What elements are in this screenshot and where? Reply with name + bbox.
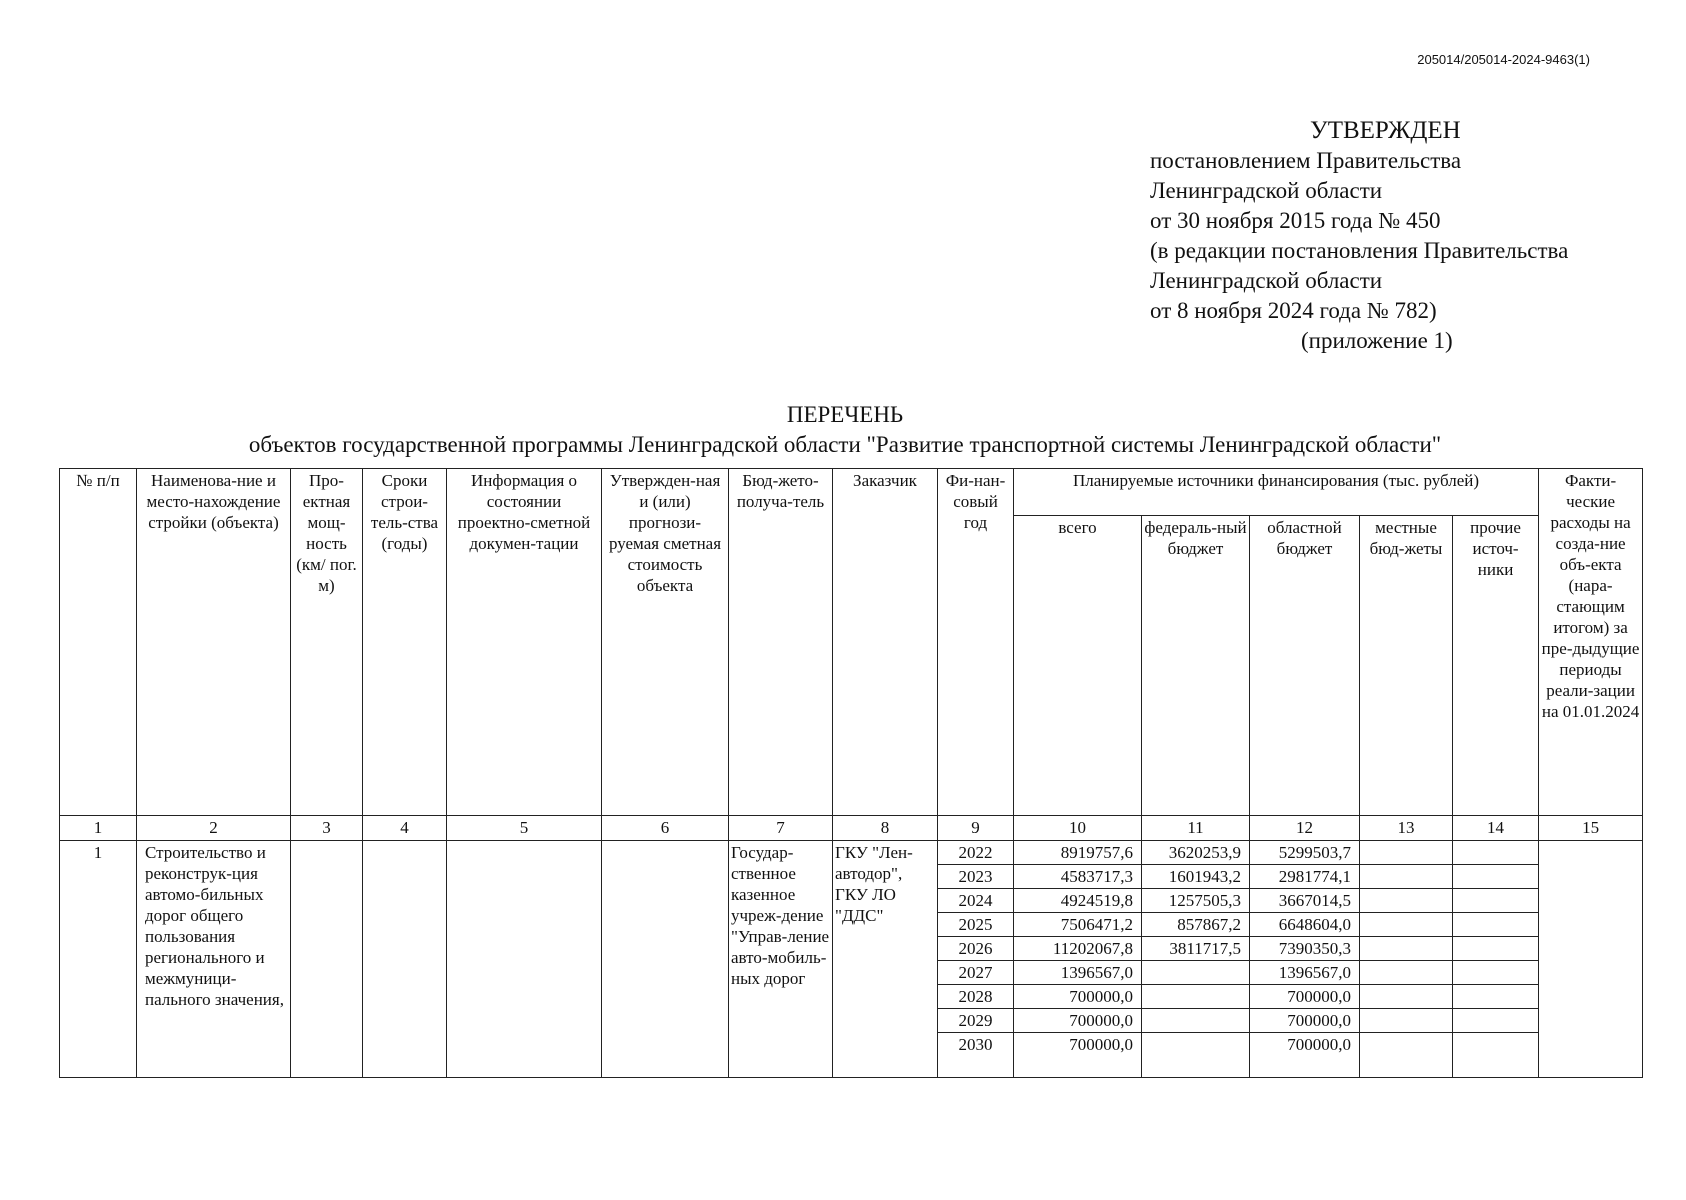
federal-cell [1142, 985, 1250, 1009]
regional-cell: 7390350,3 [1250, 937, 1360, 961]
approval-heading: УТВЕРЖДЕН [1310, 117, 1461, 144]
regional-cell: 1396567,0 [1250, 961, 1360, 985]
federal-cell: 3620253,9 [1142, 841, 1250, 865]
column-number: 10 [1014, 816, 1142, 841]
column-number: 7 [729, 816, 833, 841]
year-cell: 2030 [938, 1033, 1014, 1078]
row-capacity [291, 841, 363, 1078]
other-cell [1453, 913, 1539, 937]
total-cell: 8919757,6 [1014, 841, 1142, 865]
other-cell [1453, 985, 1539, 1009]
row-customer: ГКУ "Лен-автодор", ГКУ ЛО "ДДС" [833, 841, 938, 1078]
total-cell: 4583717,3 [1014, 865, 1142, 889]
total-cell: 11202067,8 [1014, 937, 1142, 961]
total-cell: 700000,0 [1014, 1033, 1142, 1078]
federal-cell: 1601943,2 [1142, 865, 1250, 889]
column-number: 13 [1360, 816, 1453, 841]
column-number: 3 [291, 816, 363, 841]
regional-cell: 5299503,7 [1250, 841, 1360, 865]
other-cell [1453, 937, 1539, 961]
local-cell [1360, 913, 1453, 937]
column-number: 6 [602, 816, 729, 841]
document-title [50, 400, 1640, 460]
approval-line: от 8 ноября 2024 года № 782) [1150, 298, 1437, 323]
total-cell: 1396567,0 [1014, 961, 1142, 985]
year-cell: 2027 [938, 961, 1014, 985]
row-recipient: Государ-ственное казенное учреж-дение "Управ-ление авто-мобиль-ных дорог [729, 841, 833, 1078]
federal-cell [1142, 961, 1250, 985]
approval-line: Ленинградской области [1150, 268, 1383, 293]
header-local: местные бюд-жеты [1360, 516, 1453, 816]
other-cell [1453, 1033, 1539, 1078]
federal-cell [1142, 1009, 1250, 1033]
column-number: 4 [363, 816, 447, 841]
header-funding-group: Планируемые источники финансирования (тыс. рублей) [1014, 469, 1539, 516]
header-other: прочие источ-ники [1453, 516, 1539, 816]
column-number: 8 [833, 816, 938, 841]
column-number: 11 [1142, 816, 1250, 841]
other-cell [1453, 865, 1539, 889]
column-number: 9 [938, 816, 1014, 841]
table-row [60, 841, 1643, 865]
local-cell [1360, 889, 1453, 913]
year-cell: 2029 [938, 1009, 1014, 1033]
federal-cell [1142, 1033, 1250, 1078]
header-total: всего [1014, 516, 1142, 816]
year-cell: 2028 [938, 985, 1014, 1009]
row-terms [363, 841, 447, 1078]
local-cell [1360, 865, 1453, 889]
local-cell [1360, 937, 1453, 961]
title-subtitle: объектов государственной программы Ленинградской области "Развитие транспортной системы Ленинградской области" [248, 432, 1442, 457]
row-actual-expenses [1539, 841, 1643, 1078]
column-number: 1 [60, 816, 137, 841]
header-docs-info: Информация о состоянии проектно-сметной докумен-тации [447, 469, 602, 816]
other-cell [1453, 1009, 1539, 1033]
row-docs-info [447, 841, 602, 1078]
total-cell: 700000,0 [1014, 1009, 1142, 1033]
year-cell: 2025 [938, 913, 1014, 937]
column-number: 14 [1453, 816, 1539, 841]
column-numbers-row [60, 816, 1643, 841]
header-row [60, 469, 1643, 516]
header-actual-expenses: Факти-ческие расходы на созда-ние объ-екта (нара-стающим итогом) за пре-дыдущие периоды реали-зации на 01.01.2024 [1539, 469, 1643, 816]
row-cost [602, 841, 729, 1078]
approval-block [1150, 116, 1630, 356]
header-federal: федераль-ный бюджет [1142, 516, 1250, 816]
other-cell [1453, 961, 1539, 985]
local-cell [1360, 841, 1453, 865]
title-heading: ПЕРЕЧЕНЬ [786, 402, 904, 427]
approval-appendix: (приложение 1) [1301, 328, 1453, 353]
header-customer: Заказчик [833, 469, 938, 816]
federal-cell: 857867,2 [1142, 913, 1250, 937]
total-cell: 4924519,8 [1014, 889, 1142, 913]
approval-line: Ленинградской области [1150, 178, 1383, 203]
regional-cell: 700000,0 [1250, 1009, 1360, 1033]
row-object-name: Строительство и реконструк-ция автомо-бильных дорог общего пользования регионального и межмуници-пального значения, [137, 841, 291, 1078]
local-cell [1360, 961, 1453, 985]
header-terms: Сроки строи-тель-ства (годы) [363, 469, 447, 816]
year-cell: 2023 [938, 865, 1014, 889]
year-cell: 2024 [938, 889, 1014, 913]
approval-line: от 30 ноября 2015 года № 450 [1150, 208, 1441, 233]
other-cell [1453, 889, 1539, 913]
year-cell: 2022 [938, 841, 1014, 865]
regional-cell: 700000,0 [1250, 1033, 1360, 1078]
header-year: Фи-нан-совый год [938, 469, 1014, 816]
header-recipient: Бюд-жето-получа-тель [729, 469, 833, 816]
approval-line: постановлением Правительства [1150, 148, 1462, 173]
column-number: 15 [1539, 816, 1643, 841]
local-cell [1360, 1033, 1453, 1078]
federal-cell: 1257505,3 [1142, 889, 1250, 913]
document-id: 205014/205014-2024-9463(1) [1417, 52, 1590, 67]
other-cell [1453, 841, 1539, 865]
header-name: Наименова-ние и место-нахождение стройки (объекта) [137, 469, 291, 816]
header-cost: Утвержден-ная и (или) прогнози-руемая сметная стоимость объекта [602, 469, 729, 816]
total-cell: 7506471,2 [1014, 913, 1142, 937]
row-num: 1 [60, 841, 137, 1078]
column-number: 12 [1250, 816, 1360, 841]
regional-cell: 700000,0 [1250, 985, 1360, 1009]
column-number: 2 [137, 816, 291, 841]
approval-line: (в редакции постановления Правительства [1150, 238, 1569, 263]
regional-cell: 3667014,5 [1250, 889, 1360, 913]
header-capacity: Про-ектная мощ-ность (км/ пог. м) [291, 469, 363, 816]
regional-cell: 2981774,1 [1250, 865, 1360, 889]
header-num: № п/п [60, 469, 137, 816]
regional-cell: 6648604,0 [1250, 913, 1360, 937]
local-cell [1360, 1009, 1453, 1033]
objects-table [59, 468, 1643, 1078]
column-number: 5 [447, 816, 602, 841]
year-cell: 2026 [938, 937, 1014, 961]
header-regional: областной бюджет [1250, 516, 1360, 816]
total-cell: 700000,0 [1014, 985, 1142, 1009]
federal-cell: 3811717,5 [1142, 937, 1250, 961]
local-cell [1360, 985, 1453, 1009]
